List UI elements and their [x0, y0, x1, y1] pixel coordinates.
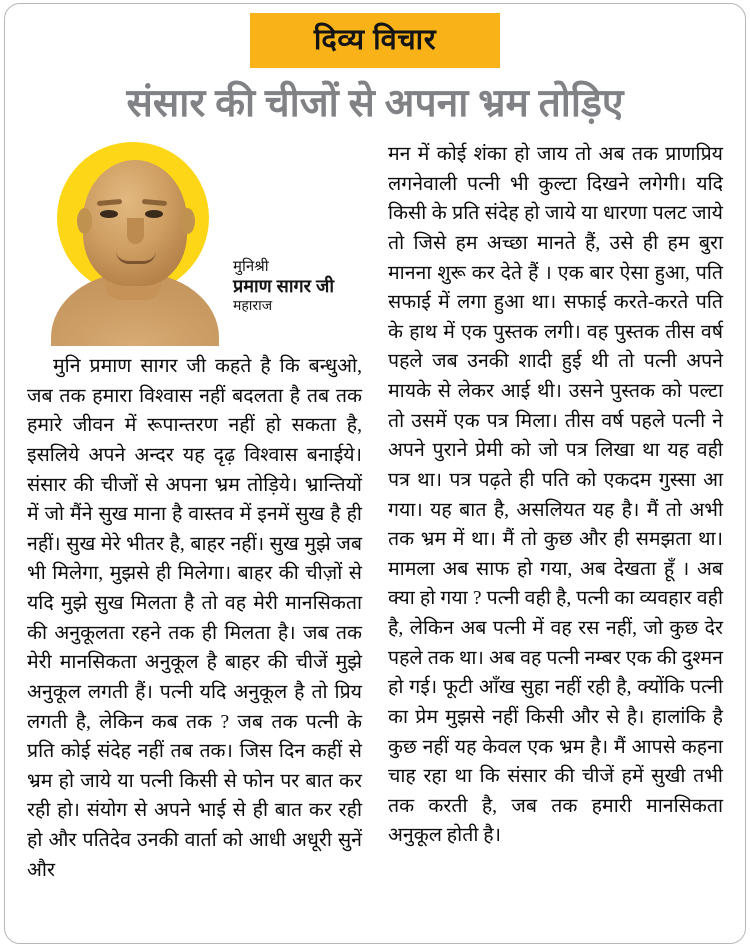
portrait-block — [27, 140, 362, 348]
masthead — [5, 4, 745, 68]
article-paragraph: मुनि प्रमाण सागर जी कहते है कि बन्धुओ, जब तक हमारा विश्वास नहीं बदलता है तब तक हमारे जीवन में रूपान्तरण नहीं हो सकता है, इसलिये अपने अन्दर यह दृढ़ विश्वास बनाईये। संसार की चीजों से अपना भ्रम तोड़िये। भ्रान्तियों में जो मैंने सुख माना है वास्तव में इनमें सुख है ही नहीं। सुख मेरे भीतर है, बाहर नहीं। सुख मुझे जब भी मिलेगा, मुझसे ही मिलेगा। बाहर की चीज़ों से यदि मुझे सुख मिलता है तो वह मेरी मानसिकता की अनुकूलता रहने तक ही मिलता है। जब तक मेरी मानसिकता अनुकूल है बाहर की चीजें मुझे अनुकूल लगती हैं। पत्नी यदि अनुकूल है तो प्रिय लगती है, लेकिन कब तक ? जब तक पत्नी के प्रति कोई संदेह नहीं तब तक। जिस दिन कहीं से भ्रम हो जाये या पत्नी किसी से फोन पर बात कर रही हो। संयोग से अपने भाई से ही बात कर रही हो और पतिदेव उनकी वार्ता को आधी अधूरी सुनें और — [27, 356, 362, 881]
byline-suffix: महाराज — [233, 297, 273, 314]
byline — [233, 258, 334, 313]
portrait-ear-right — [180, 208, 195, 234]
portrait-nose — [127, 218, 144, 244]
portrait-figure — [49, 140, 225, 346]
page-title: संसार की चीजों से अपना भ्रम तोड़िए — [126, 82, 624, 126]
body-columns — [5, 126, 745, 885]
portrait-ear-left — [77, 208, 92, 234]
left-column — [27, 140, 362, 885]
masthead-banner-title: दिव्य विचार — [250, 13, 500, 68]
byline-honorific: मुनिश्री — [233, 258, 269, 276]
byline-name: प्रमाण सागर जी — [233, 275, 335, 296]
article-card — [4, 3, 746, 944]
monk-portrait-photo — [49, 140, 225, 346]
article-paragraph: मन में कोई शंका हो जाय तो अब तक प्राणप्रिय लगनेवाली पत्नी भी कुल्टा दिखने लगेगी। यदि किसी के प्रति संदेह हो जाये या धारणा पलट जाये तो जिसे हम अच्छा मानते हैं, उसे ही हम बुरा मानना शुरू कर देते हैं । एक बार ऐसा हुआ, पति सफाई में लगा हुआ था। सफाई करते-करते पति के हाथ में एक पुस्तक लगी। वह पुस्तक तीस वर्ष पहले जब उनकी शादी हुई थी तो पत्नी अपने मायके से लेकर आई थी। उसने पुस्तक को पल्टा तो उसमें एक पत्र मिला। तीस वर्ष पहले पत्नी ने अपने पुराने प्रेमी को जो पत्र लिखा था यह वही पत्र था। पत्र पढ़ते ही पति को एकदम गुस्सा आ गया। यह बात है, असलियत यह है। मैं तो अभी तक भ्रम में था। मैं तो कुछ और ही समझता था। मामला अब साफ हो गया, अब देखता हूँ । अब क्या हो गया ? पत्नी वही है, पत्नी का व्यवहार वही है, लेकिन अब पत्नी में वह रस नहीं, जो कुछ देर पहले तक था। अब वह पत्नी नम्बर एक की दुश्मन हो गई। फूटी आँख सुहा नहीं रही है, क्योंकि पत्नी का प्रेम मुझसे नहीं किसी और से है। हालांकि है कुछ नहीं यह केवल एक भ्रम है। मैं आपसे कहना चाह रहा था कि संसार की चीजें हमें सुखी तभी तक करती है, जब तक हमारी मानसिकता अनुकूल होती है। — [388, 144, 723, 847]
right-column — [388, 140, 723, 851]
